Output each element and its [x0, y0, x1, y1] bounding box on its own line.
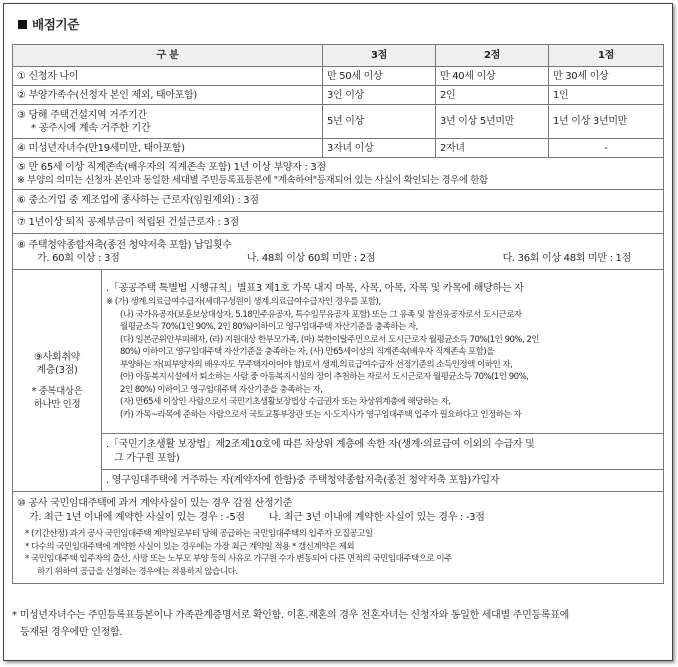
header-category: 구 분	[13, 45, 323, 67]
item9-note2: 하나만 인정	[33, 398, 81, 410]
item8-option-a: 가. 60회 이상 : 3점	[37, 252, 120, 264]
item9-paragraph-2: .「국민기초생활 보장법」제2조제10호에 따른 차상위 계층에 속한 자(생계·의료급여 이외의 수급자 및	[106, 438, 535, 450]
item9-row-b	[13, 434, 664, 470]
scoring-criteria-panel	[3, 3, 673, 661]
list-item: 부양하는 자(피부양자의 배우자도 무주택자이어야 함)로서 생계.의료급여수급자 선정기준의 소득인정액 이하인 자,	[120, 359, 513, 370]
list-item: ※ (가) 생계.의료급여수급자(세대구성원이 생계.의료급여수급자인 경우를 포함),	[106, 297, 381, 307]
item5-text: ⑤ 만 65세 이상 직계존속(배우자의 직계존속 포함) 1년 이상 부양자 : 3점	[17, 161, 326, 173]
cell-1pt: 1년 이상 3년미만	[549, 105, 664, 139]
cell-1pt: -	[549, 139, 664, 158]
item8-row	[13, 234, 664, 270]
criterion-label: ① 신청자 나이	[13, 67, 323, 86]
item8-cell	[13, 234, 664, 270]
item10-option-b: 나. 최근 3년 이내에 계약한 사실이 있는 경우 : -3점	[268, 512, 485, 523]
header-1pt: 1점	[549, 45, 664, 67]
item7-row	[13, 212, 664, 234]
item9-row-c	[13, 470, 664, 492]
list-item: (다) 일본군위안부피해자, (라) 지원대상 한부모가족, (마) 북한이탈주민으로서 도시근로자 월평균소득 70%(1인 90%, 2인	[120, 334, 540, 345]
cell-2pt: 2인	[436, 86, 549, 105]
table-row	[13, 86, 664, 105]
cell-1pt: 만 30세 이상	[549, 67, 664, 86]
cell-3pt: 3인 이상	[323, 86, 436, 105]
item9-note: * 중복대상은	[31, 385, 83, 397]
item9-paragraph-1: .「공공주택 특별법 시행규칙」별표3 제1호 가목 내지 마목, 사목, 아목, 자목 및 카목에 해당하는 자	[106, 283, 524, 294]
item9-row-a	[13, 270, 664, 434]
header-3pt: 3점	[323, 45, 436, 67]
item9-paragraph-2b: 그 가구원 포함)	[114, 452, 180, 464]
item5-note: ※ 부양의 의미는 신청자 본인과 동일한 세대별 주민등록표등본에 "계속하여"등재되어 있는 사실이 확인되는 경우에 한함	[17, 174, 488, 186]
list-item: 80%) 이하이고 영구임대주택 자산기준을 충족하는 자, (사) 만65세이상의 직계존속(배우자 직계존속 포함)을	[120, 347, 494, 357]
item5-row	[13, 158, 664, 190]
section-heading	[18, 15, 79, 33]
item6-text: ⑥ 중소기업 중 제조업에 종사하는 근로자(임원제외) : 3점	[13, 190, 664, 212]
item9-group-label	[13, 270, 102, 492]
list-item: (카) 가목~라목에 준하는 사람으로서 국토교통부장관 또는 시·도지사가 영구임대주택 입주가 필요하다고 인정하는 자	[120, 409, 522, 420]
square-bullet-icon	[18, 20, 27, 29]
criterion-label-line2: * 공주시에 계속 거주한 기간	[31, 122, 151, 134]
list-item: 월평균소득 70%(1인 90%, 2인 80%)이하이고 영구임대주택 자산기준을 충족하는 자,	[120, 322, 418, 332]
criterion-label	[13, 105, 323, 139]
cell-3pt: 만 50세 이상	[323, 67, 436, 86]
criterion-label: ② 부양가족수(신청자 본인 제외, 태아포함)	[13, 86, 323, 105]
item8-text: ⑧ 주택청약종합저축(종전 청약저축 포함) 납입횟수	[17, 239, 232, 251]
item9-title: ⑨사회취약	[33, 351, 81, 363]
footer-line-1: * 미성년자녀수는 주민등록표등본이나 가족관계증명서로 확인함. 이혼.재혼의 경우 전혼자녀는 신청자와 동일한 세대별 주민등록표에	[12, 610, 569, 621]
item8-option-c: 다. 36회 이상 48회 미만 : 1점	[502, 252, 631, 264]
item9-cell-2	[102, 434, 664, 470]
item9-cell-1	[102, 270, 664, 434]
list-item: 하기 위하여 공급을 신청하는 경우에는 적용하지 않습니다.	[37, 566, 238, 577]
item10-text: ⑩ 공사 국민임대주택에 과거 계약사실이 있는 경우 감점 산정기준	[17, 498, 293, 509]
header-row	[13, 45, 664, 67]
item10-cell	[13, 492, 664, 584]
item10-notes	[17, 528, 659, 578]
cell-3pt: 5년 이상	[323, 105, 436, 139]
item9-paragraph-3: . 영구임대주택에 거주하는 자(계약자에 한함)중 주택청약종합저축(종전 청약저축 포함)가입자	[102, 470, 664, 492]
cell-2pt: 3년 이상 5년미만	[436, 105, 549, 139]
list-item: * (기간산정) 과거 공사 국민임대주택 계약일로부터 당해 공급하는 국민임대주택의 입주자 모집공고일	[25, 529, 373, 539]
scoring-table	[12, 44, 664, 584]
footer-note	[12, 607, 662, 641]
list-item: * 다수의 국민임대주택에 계약한 사실이 있는 경우에는 가장 최근 계약일 적용 * 갱신계약은 제외	[25, 541, 355, 552]
item8-option-b: 나. 48회 이상 60회 미만 : 2점	[246, 252, 376, 264]
criterion-label-line1: ③ 당해 주택건설지역 거주기간	[17, 109, 147, 121]
list-item: * 국민임대주택 입주자의 출산, 사망 또는 노부모 부양 등의 사유로 가구원 수가 변동되어 다른 면적의 국민임대주택으로 이주	[25, 554, 452, 564]
criterion-label: ④ 미성년자녀수(만19세미만, 태아포함)	[13, 139, 323, 158]
cell-3pt: 3자녀 이상	[323, 139, 436, 158]
list-item: 2인 80%) 이하이고 영구임대주택 자산기준을 충족하는 자,	[120, 384, 323, 395]
item10-options	[17, 511, 659, 525]
table-row	[13, 67, 664, 86]
table-row	[13, 105, 664, 139]
header-2pt: 2점	[436, 45, 549, 67]
item8-options	[17, 252, 659, 265]
list-item: (아) 아동복지시설에서 퇴소하는 사람 중 아동복지시설의 장이 추천하는 자로서 도시근로자 월평균소득 70%(1인 90%,	[120, 372, 529, 382]
section-heading-text: 배점기준	[32, 17, 80, 32]
list-item: (자) 만65세 이상인 사람으로서 국민기초생활보장법상 수급권자 또는 차상위계층에 해당하는 자,	[120, 397, 451, 407]
table-row	[13, 139, 664, 158]
item7-text: ⑦ 1년이상 퇴직 공제부금이 적립된 건설근로자 : 3점	[13, 212, 664, 234]
item10-row	[13, 492, 664, 584]
item10-option-a: 가. 최근 1년 이내에 계약한 사실이 있는 경우 : -5점	[29, 512, 245, 523]
footer-line-2: 등재된 경우에만 인정함.	[20, 627, 123, 638]
item9-sublist	[106, 296, 659, 421]
cell-2pt: 만 40세 이상	[436, 67, 549, 86]
cell-2pt: 2자녀	[436, 139, 549, 158]
item6-row	[13, 190, 664, 212]
item9-title2: 계층(3점)	[36, 364, 78, 376]
item5-cell	[13, 158, 664, 190]
list-item: (나) 국가유공자(보훈보상대상자, 5.18민주유공자, 특수임무유공자 포함) 또는 그 유족 및 참전유공자로서 도시근로자	[120, 309, 522, 320]
cell-1pt: 1인	[549, 86, 664, 105]
